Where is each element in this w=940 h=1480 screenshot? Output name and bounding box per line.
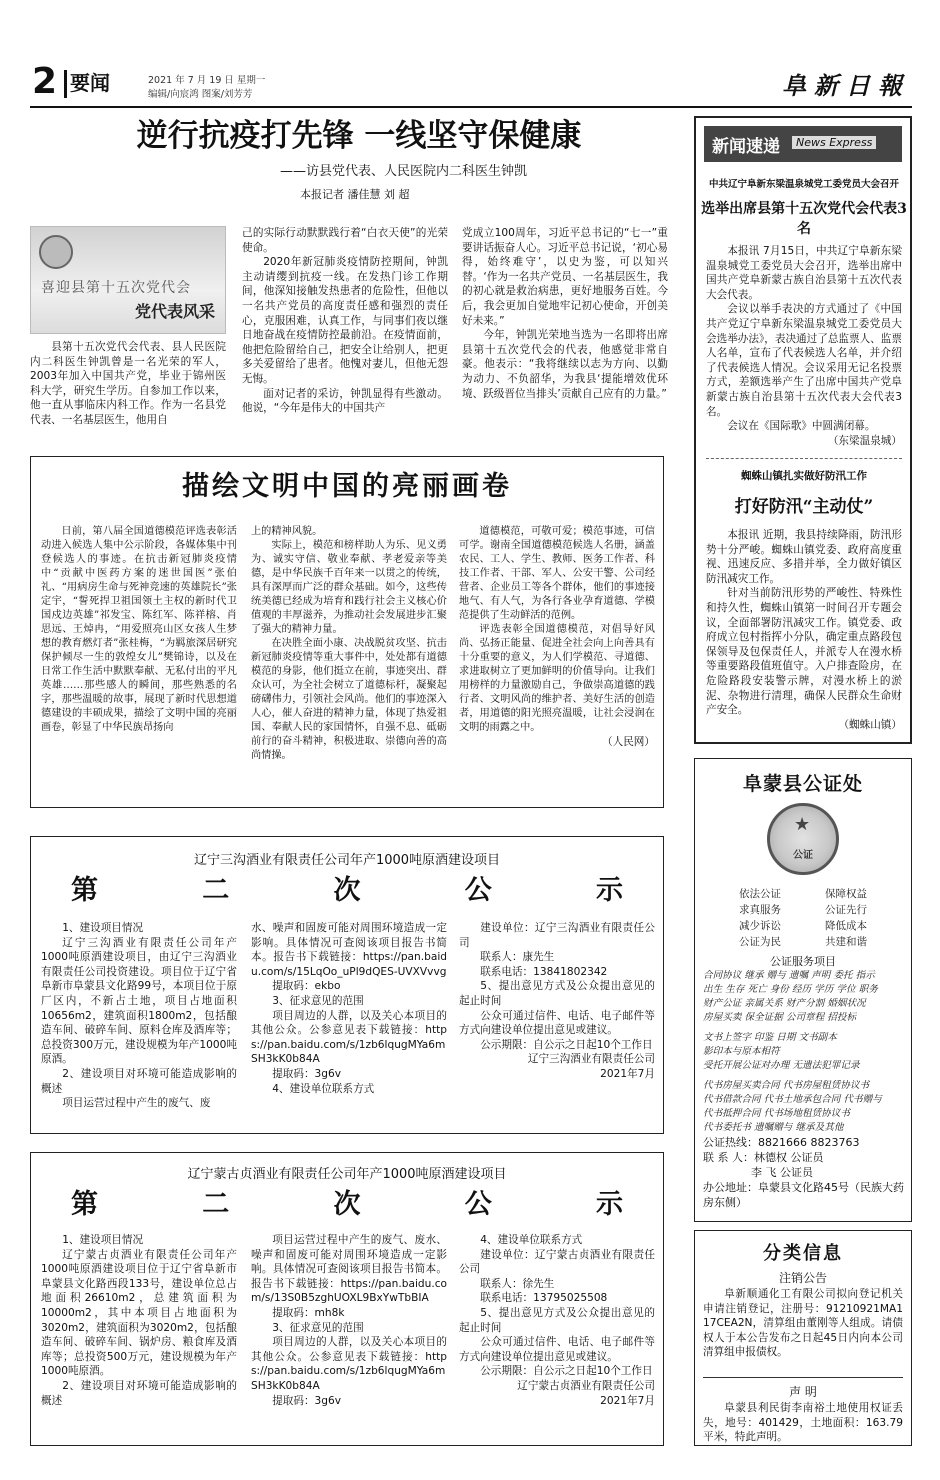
classified-text2: 阜蒙县利民街李南裕土地使用权证丢失，地号：401429，土地面积：163.79平米，特此声明。: [703, 1402, 903, 1444]
paragraph: 道德模范，可敬可爱；模范事迹，可信可学。谢南全国道德模范候选人名册，涵盖农民、工人、学生、教师、医务工作者、科技工作者、干部、军人、公安干警、公司经营者、企业员工等各个群体，他们的事迹接地气、有人气，为各行各业孕育道德、学模范提供了生动鲜活的范例。: [459, 526, 655, 621]
item1-source: （东梁温泉城）: [827, 434, 902, 447]
big-title-char: 公: [464, 1189, 492, 1220]
slogan: 减少诉讼: [739, 920, 781, 932]
paragraph: 4、建设单位联系方式: [480, 1234, 583, 1246]
paragraph: 提取码：ekbo: [272, 980, 341, 993]
slogan: 依法公证: [739, 888, 781, 900]
notary-slogans: [717, 887, 889, 949]
slogan: 求真服务: [739, 904, 781, 916]
paragraph: 4、建设单位联系方式: [272, 1082, 375, 1095]
notice2-signature: 辽宁蒙古贞酒业有限责任公司: [517, 1379, 655, 1392]
main-article-col2: [242, 226, 448, 438]
notice1-box: [30, 836, 664, 1134]
classified-text1-wrap: [703, 1287, 903, 1375]
service-line: 文书上签字 印鉴 日期 文书副本: [703, 1032, 837, 1043]
classified-text1: 阜新顺通化工有限公司拟向登记机关申请注销登记，注册号：91210921MA117CEA2N，清算组由董刚等人组成。请债权人于本公告发布之日起45日内向本公司清算组申报债权。: [703, 1288, 903, 1359]
main-article-title: 逆行抗疫打先锋 一线坚守保健康: [136, 118, 582, 154]
paragraph: 提取码：3g6v: [272, 1067, 342, 1080]
image-caption-line1: 喜迎县第十五次党代会: [41, 280, 191, 296]
party-congress-image: [30, 226, 226, 334]
notice1-col3: [459, 921, 655, 1127]
notary-title: 阜蒙县公证处: [742, 773, 863, 795]
paragraph: 5、提出意见方式及公众提出意见的起止时间: [459, 980, 655, 1007]
notice1-big-title: [71, 873, 623, 909]
date-line: 2021 年 7 月 19 日 星期一: [148, 75, 266, 86]
classified-title: 分类信息: [763, 1243, 843, 1264]
big-title-char: 第: [71, 875, 98, 906]
classified-divider: [703, 1377, 903, 1378]
notice1-company-title: 辽宁三沟酒业有限责任公司年产1000吨原酒建设项目: [193, 853, 501, 868]
notice1-signature: 辽宁三沟酒业有限责任公司: [527, 1053, 655, 1066]
paragraph: 公众可通过信件、电话、电子邮件等方式向建设单位提出意见或建议。: [459, 1336, 655, 1363]
notary-emblem-icon: [767, 803, 839, 875]
notary-contact-person: 联 系 人：林德权 公证员: [703, 1151, 824, 1164]
civilization-col3: [459, 525, 655, 801]
paragraph: 公示期限：自公示之日起10个工作日: [480, 1038, 653, 1051]
paragraph: 实际上，模范和榜样助人为乐、见义勇为、诚实守信、敬业奉献、孝老爱亲等美德，是中华民族千百年来一以贯之的传统，具有深厚而广泛的群众基础。如今，这些传统美德已经成为培育和践行社会主义核心价值观的丰厚滋养，为推动社会发展进步汇聚了强大的精神力量。: [251, 540, 447, 635]
service-line: 出生 生存 死亡 身份 经历 学历 学位 职务: [703, 984, 878, 995]
service-line: 受托开展公证对办理 无遗法犯罪记录: [703, 1060, 860, 1071]
notice1-col2: [251, 921, 447, 1127]
paragraph: 辽宁三沟酒业有限责任公司年产1000吨原酒建设项目，由辽宁三沟酒业有限责任公司投资建设。项目位于辽宁省阜新市阜蒙县文化路99号，本项目位于原厂区内，不新占土地，项目占地面积10656m2，建筑面积1800m2，包括酿造车间、破碎车间、原料仓库及酒库等；总投资300万元，建设规模为年产1000吨原酒。: [41, 936, 237, 1066]
paragraph: 己的实际行动默默践行着“白衣天使”的光荣使命。: [242, 227, 448, 254]
notice2-box: [30, 1152, 664, 1446]
notary-hotline: 公证热线：8821666 8823763: [703, 1136, 860, 1149]
paragraph: 今年，钟凯光荣地当选为一名即将出席县第十五次党代会的代表，他感觉非常自豪。他表示：“我将继续以志为方向、以勤为动力、不负韶华，为我县‘提能增效优环境、跃级晋位当排头’贡献自己应有的力量。”: [462, 329, 668, 400]
main-article-col3: [462, 226, 668, 438]
notary-contact: [703, 1135, 905, 1210]
paragraph: 联系电话：13841802342: [480, 965, 608, 978]
paragraph: 评选表彰全国道德模范，对倡导好风尚、弘扬正能量、促进全社会向上向善具有十分重要的意义，为人们学模范、寻道德、求进取树立了更加鲜明的价值导向。让我们用榜样的力量激励自己，争做崇高道德的践行者、文明风尚的维护者、美好生活的创造者，用道德的阳光照亮温暖，让社会浸润在文明的雨露之中。: [459, 624, 655, 733]
notice2-big-title: [71, 1187, 623, 1223]
image-caption-line2: 党代表风采: [134, 302, 215, 321]
news-express-box: [694, 116, 912, 744]
big-title-char: 二: [202, 875, 230, 906]
paragraph: 提取码：mh8k: [272, 1306, 345, 1319]
item2-title: 打好防汛“主动仗”: [734, 497, 874, 517]
paragraph: 针对当前防汛形势的严峻性、特殊性和持久性，蜘蛛山镇第一时间召开专题会议，全面部署防汛减灾工作。镇党委、政府成立包村指挥小分队，确定重点路段包保领导及包保责任人，并派专人在漫水桥等重要路段值班值守。入户排查险房，在危险路段安装警示牌，对漫水桥上的淤泥、杂物进行清理，确保人民群众生命财产安全。: [706, 587, 902, 717]
paragraph: 项目运营过程中产生的废气、废: [62, 1097, 211, 1110]
paragraph: 项目运营过程中产生的废气、废水、噪声和固废可能对周围环境造成一定影响。具体情况可查阅该项目报告书简本。报告书下载链接：https://pan.baidu.com/s/13S0B5zghUOXL9BxYwTbBIA: [251, 1234, 447, 1305]
paragraph: 党成立100周年，习近平总书记的“七一”重要讲话振奋人心。习近平总书记说，‘初心易得，始终难守’，以史为鉴，可以知兴替。‘作为一名共产党员、一名基层医生，我的初心就是救治病患，更好地服务百姓。今后，我会更加自觉地牢记初心使命，开创美好未来。”: [462, 227, 668, 327]
notice2-col1: [41, 1233, 237, 1439]
item2-body: [706, 528, 902, 738]
section-divider: [64, 70, 67, 98]
service-line: 代书委托书 遗嘱赠与 继承及其他: [703, 1122, 844, 1133]
masthead: [30, 61, 912, 104]
big-title-char: 示: [596, 1189, 623, 1220]
emblem-text: 公证: [793, 850, 813, 861]
item-divider: [706, 458, 902, 459]
notice2-col2: [251, 1233, 447, 1439]
paragraph: 在决胜全面小康、决战脱贫攻坚、抗击新冠肺炎疫情等重大事件中，处处都有道德模范的身影，他们挺立在前，事迹突出、群众认可，为全社会树立了道德标杆，凝聚起磅礴伟力，引领社会风尚。他们的事迹深入人心，催人奋进的精神力量，体现了热爱祖国、奉献人民的家国情怀，自强不息、砥砺前行的奋斗精神，积极进取、崇德向善的高尚情操。: [251, 638, 447, 761]
notary-services-list: [703, 969, 905, 1135]
slogan: 共建和谐: [825, 936, 867, 948]
party-emblem-icon: [39, 235, 73, 269]
big-title-char: 二: [202, 1189, 230, 1220]
item1-kicker: 中共辽宁阜新东梁温泉城党工委党员大会召开: [708, 179, 899, 190]
paragraph: 会议在《国际歌》中圆满闭幕。: [727, 420, 876, 433]
paragraph: 联系人：徐先生: [480, 1277, 555, 1290]
big-title-char: 第: [71, 1189, 98, 1220]
main-article-subtitle: ——访县党代表、人民医院内二科医生钟凯: [280, 164, 528, 179]
slogan: 降低成本: [825, 920, 867, 932]
service-line: 代书抵押合同 代书场地租赁协议书: [703, 1108, 850, 1119]
paragraph: 1、建设项目情况: [62, 922, 144, 934]
paragraph: 日前，第八届全国道德模范评选表彰活动进入候选人集中公示阶段，各媒体集中刊登候选人的事迹。在抗击新冠肺炎疫情中“贡献中医药方案的迷世国医”张伯礼、“用病房生命与死神竞速的英雄院长”张定宇，“誓死捍卫祖国领土主权的新时代卫国戍边英雄”祁发宝、陈红军、陈祥榕、肖思远、王焯冉，“用爱照亮山区女孩人生梦想的教育燃灯者”张桂梅，“为羁旅深居研究保护倾尽一生的敦煌女儿”樊锦诗，以及在日常工作生活中默默奉献、无私付出的平凡英雄……那些感人的瞬间，那些熟悉的名字，那些温暖的故事，展现了新时代思想道德建设的丰硕成果，描绘了文明中国的亮丽画卷，彰显了中华民族昂扬向: [41, 526, 237, 733]
paragraph: 会议以举手表决的方式通过了《中国共产党辽宁阜新东梁温泉城党工委党员大会选举办法》，表决通过了总监票人、监票人名单，宣布了代表候选人名单，并介绍了代表候选人情况。会议采用无记名投票方式，差额选举产生了出席中国共产党阜新蒙古族自治县第十五次代表大会代表3名。: [706, 303, 902, 418]
paragraph: 联系人：康先生: [480, 951, 555, 964]
paragraph: 3、征求意见的范围: [272, 994, 364, 1007]
emblem-star: ★: [794, 814, 811, 835]
paragraph: 1、建设项目情况: [62, 1234, 144, 1246]
main-article-byline: 本报记者 潘佳慧 刘 超: [300, 188, 410, 201]
news-express-header: [704, 126, 902, 162]
main-article-col1: [30, 340, 226, 438]
paragraph: 提取码：3g6v: [272, 1394, 342, 1407]
paragraph: 2、建设项目对环境可能造成影响的概述: [41, 1379, 237, 1407]
classified-text2-wrap: [703, 1401, 903, 1445]
paragraph: 2、建设项目对环境可能造成影响的概述: [41, 1067, 237, 1095]
civilization-article-box: [30, 456, 664, 808]
classified-sub1: 注销公告: [778, 1271, 827, 1285]
paragraph: 辽宁蒙古贞酒业有限责任公司年产1000吨原酒建设项目位于辽宁省阜新市阜蒙县文化路西段133号，建设单位总占地面积26610m2，总建筑面积为10000m2，其中本项目占地面积为3020m2，建筑面积为3020m2，包括酿造车间、破碎车间、锅炉房、粮食库及酒库等；总投资500万元，建设规模为年产1000吨原酒。: [41, 1248, 237, 1378]
classified-sub2: 声 明: [789, 1385, 817, 1399]
paragraph: 项目周边的人群，以及关心本项目的其他公众。公参意见表下载链接：https://pan.baidu.com/s/1zb6lqugMYa6mSH3kK0b84A: [251, 1009, 447, 1066]
item2-kicker: 蜘蛛山镇扎实做好防汛工作: [741, 470, 867, 482]
notary-address: 办公地址：阜蒙县文化路45号（民族大药房东侧）: [703, 1181, 904, 1209]
big-title-char: 公: [464, 875, 492, 906]
big-title-char: 次: [333, 1189, 361, 1220]
civilization-title: 描绘文明中国的亮丽画卷: [182, 471, 512, 502]
slogan: 保障权益: [825, 888, 867, 900]
slogan: 公证为民: [739, 936, 781, 948]
notice2-company-title: 辽宁蒙古贞酒业有限责任公司年产1000吨原酒建设项目: [187, 1167, 507, 1182]
paper-name: 阜新日報: [782, 71, 910, 100]
service-line: 房屋买卖 保全证据 公司章程 招投标: [703, 1012, 857, 1023]
notice1-date: 2021年7月: [600, 1067, 655, 1080]
paragraph: 项目周边的人群，以及关心本项目的其他公众。公参意见表下载链接：https://pan.baidu.com/s/1zb6lqugMYa6mSH3kK0b84A: [251, 1336, 447, 1392]
paragraph: 本报讯 近期，我县持续降雨，防汛形势十分严峻。蜘蛛山镇党委、政府高度重视、迅速反应、多措并举，全力做好镇区防汛减灾工作。: [706, 529, 902, 585]
paragraph: 3、征求意见的范围: [272, 1321, 364, 1334]
big-title-char: 示: [596, 875, 623, 906]
item2-source: （蜘蛛山镇）: [838, 718, 902, 731]
paragraph: 公众可通过信件、电话、电子邮件等方式向建设单位提出意见或建议。: [459, 1009, 655, 1037]
paragraph: 建设单位：辽宁三沟酒业有限责任公司: [459, 922, 655, 949]
section-name: 要闻: [70, 71, 110, 95]
service-line: 代书借款合同 代书土地承包合同 代书赠与: [703, 1094, 882, 1105]
news-express-header-cn: 新闻速递: [712, 137, 780, 157]
classified-box: [694, 1230, 912, 1446]
civilization-col1: [41, 525, 237, 801]
slogan: 公证先行: [825, 904, 867, 916]
notice2-date: 2021年7月: [600, 1394, 655, 1407]
notice1-col1: [41, 921, 237, 1127]
page-number: 2: [32, 61, 58, 102]
paragraph: 面对记者的采访，钟凯显得有些激动。他说，“今年是伟大的中国共产: [242, 387, 448, 415]
paragraph: 联系电话：13795025508: [480, 1292, 608, 1305]
news-express-header-en: News Express: [792, 136, 876, 149]
paragraph: 水、噪声和固废可能对周围环境造成一定影响。具体情况可查阅该项目报告书简本。报告书下载链接：https://pan.baidu.com/s/15LqOo_uPl9dQES-UVXVvvg: [251, 922, 447, 978]
big-title-char: 次: [333, 875, 361, 906]
editors-line: 编辑/向宸鸿 图案/刘芳芳: [148, 89, 253, 100]
service-line: 影印本与原本相符: [703, 1046, 780, 1057]
service-line: 合同协议 继承 赠与 遗嘱 声明 委托 指示: [703, 970, 875, 981]
paragraph: 本报讯 7月15日，中共辽宁阜新东梁温泉城党工委党员大会召开，选举出席中国共产党阜新蒙古族自治县第十五次代表大会代表。: [706, 245, 902, 301]
item1-title: 选举出席县第十五次党代会代表3名: [701, 201, 907, 237]
paragraph: 建设单位：辽宁蒙古贞酒业有限责任公司: [459, 1248, 655, 1276]
masthead-rule: [30, 106, 912, 108]
civilization-source: （人民网）: [602, 736, 655, 748]
paragraph: 5、提出意见方式及公众提出意见的起止时间: [459, 1306, 655, 1334]
service-line: 财产公证 亲属关系 财产分割 婚姻状况: [703, 998, 866, 1009]
notary-contact-person: 李 飞 公证员: [751, 1166, 813, 1179]
notice2-col3: [459, 1233, 655, 1439]
civilization-col2: [251, 525, 447, 801]
paragraph: 2020年新冠肺炎疫情防控期间，钟凯主动请缨到抗疫一线。在发热门诊工作期间，他深知接触发热患者的危险性，但他以一名共产党员的高度责任感和强烈的责任心，克服困难，认真工作，与同事们夜以继日地奋战在疫情防控最前沿。在疫情面前，他把危险留给自己，把安全让给别人，把更多关爱留给了患者。他愧对妻儿，但他无怨无悔。: [242, 256, 448, 385]
notary-box: [694, 758, 912, 1222]
paragraph: 公示期限：自公示之日起10个工作日: [480, 1365, 653, 1378]
notary-services-title: 公证服务项目: [770, 955, 836, 968]
paragraph: 上的精神风貌。: [251, 526, 323, 537]
item1-body: [706, 244, 902, 456]
paragraph: 县第十五次党代会代表、县人民医院内二科医生钟凯曾是一名光荣的军人，2003年加入中国共产党，毕业于锦州医科大学，研究生学历。自参加工作以来，他一直从事临床内科工作。作为一名县党代表、一名基层医生，他用自: [30, 341, 226, 426]
service-line: 代书房屋买卖合同 代书房屋租赁协议书: [703, 1080, 870, 1091]
